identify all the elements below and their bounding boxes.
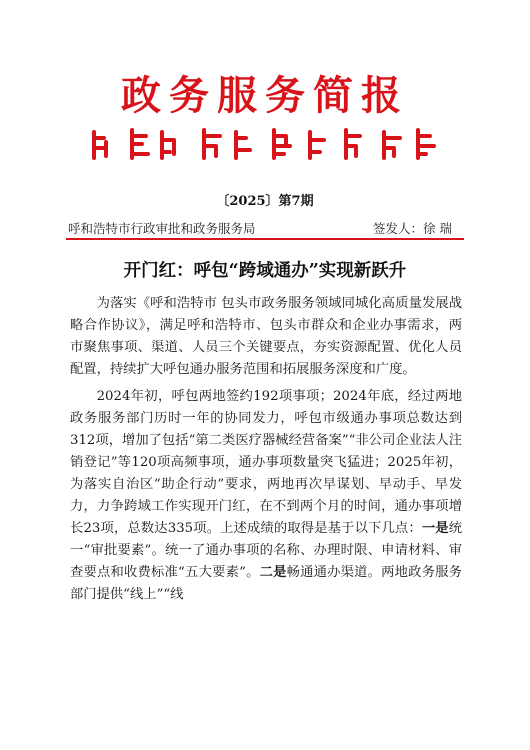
mongolian-script-title xyxy=(84,124,444,164)
bulletin-title: 政务服务简报 xyxy=(121,73,409,119)
article-body xyxy=(70,293,462,611)
emphasis-text: 一是 xyxy=(421,521,449,536)
article-headline: 开门红：呼包“跨域通办”实现新跃升 xyxy=(123,261,407,281)
paragraph: 2024年初，呼包两地签约192项事项；2024年底，经过两地政务服务部门历时一年的协同发力，呼包市级通办事项总数达到312项，增加了包括“第二类医疗器械经营备案”“非公司企业法人注销登记”等120项高频事项，通办事项数量突飞猛进；2025年初，为落实自治区“助企行动”要求，两地再次早谋划、早动手、早发力，力争跨域工作实现开门红，在不到两个月的时间，通办事项增长23项，总数达335项。上述成绩的取得是基于以下几点：一是统一“审批要素”。统一了通办事项的名称、办理时限、申请材料、审查要点和收费标准“五大要素”。二是畅通通办渠道。两地政务服务部门提供“线上”“线 xyxy=(70,389,462,602)
red-divider xyxy=(66,238,464,240)
emphasis-text: 二是 xyxy=(259,565,287,580)
issuing-office: 呼和浩特市行政审批和政务服务局 xyxy=(68,221,256,236)
paragraph: 为落实《呼和浩特市 包头市政务服务领域同城化高质量发展战略合作协议》，满足呼和浩特市、包头市群众和企业办事需求，两市聚焦事项、渠道、人员三个关键要点，夯实资源配置、优化人员配置，持续扩大呼包通办服务范围和拓展服务深度和广度。 xyxy=(70,296,462,377)
signer: 签发人：徐 瑞 xyxy=(373,221,452,236)
issue-number: 〔2025〕第7期 xyxy=(216,194,314,209)
